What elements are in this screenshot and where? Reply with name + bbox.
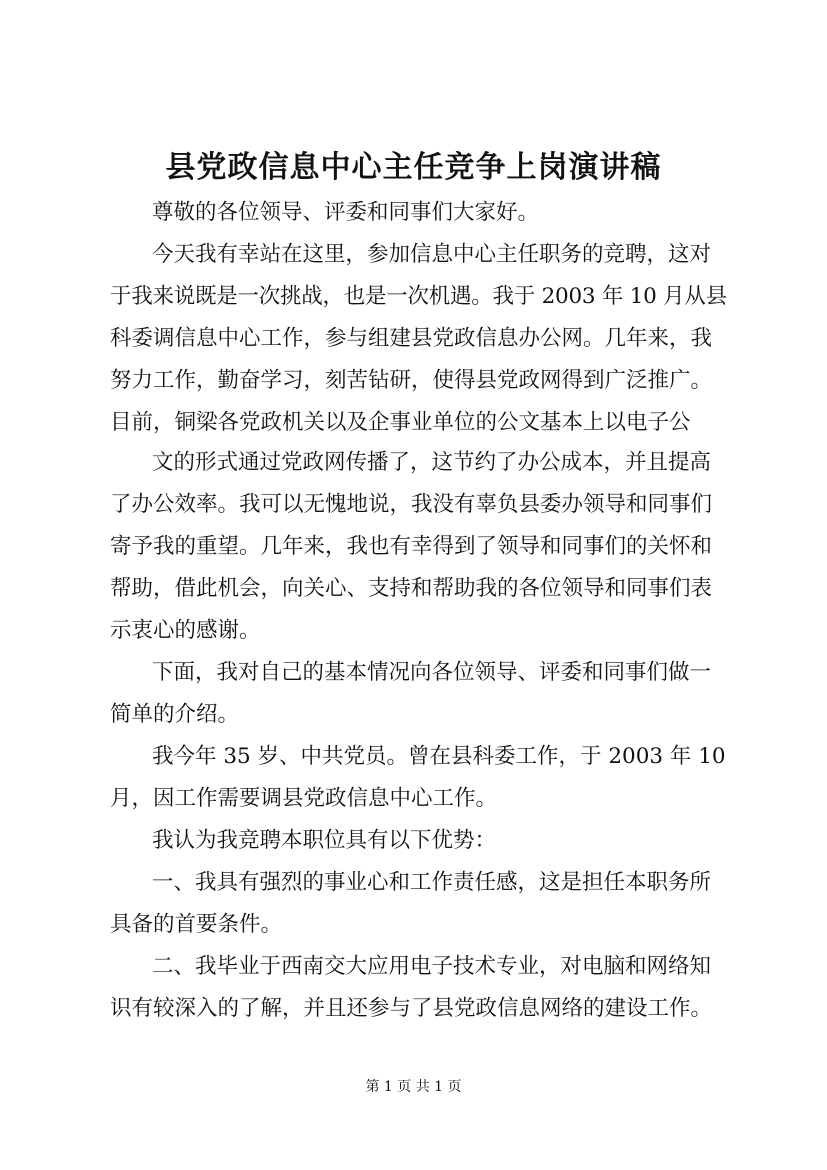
body-line: 尊敬的各位领导、评委和同事们大家好。 (152, 200, 540, 225)
document-title: 县党政信息中心主任竞争上岗演讲稿 (165, 150, 662, 185)
body-line: 寄予我的重望。几年来，我也有幸得到了领导和同事们的关怀和 (110, 534, 713, 559)
body-line: 一、我具有强烈的事业心和工作责任感，这是担任本职务所 (152, 870, 712, 895)
body-line: 于我来说既是一次挑战，也是一次机遇。我于 2003 年 10 月从县 (110, 284, 727, 309)
body-line: 了办公效率。我可以无愧地说，我没有辜负县委办领导和同事们 (110, 492, 713, 517)
body-line: 科委调信息中心工作，参与组建县党政信息办公网。几年来，我 (110, 326, 713, 351)
body-line: 文的形式通过党政网传播了，这节约了办公成本，并且提高 (152, 450, 712, 475)
body-line: 目前，铜梁各党政机关以及企事业单位的公文基本上以电子公 (110, 410, 691, 435)
body-line: 月，因工作需要调县党政信息中心工作。 (110, 786, 498, 811)
body-line: 我今年 35 岁、中共党员。曾在县科委工作，于 2003 年 10 (152, 744, 726, 769)
body-line: 二、我毕业于西南交大应用电子技术专业，对电脑和网络知 (152, 954, 712, 979)
body-line: 简单的介绍。 (110, 702, 240, 727)
body-line: 今天我有幸站在这里，参加信息中心主任职务的竞聘，这对 (152, 242, 712, 267)
page-number: 第 1 页 共 1 页 (365, 1079, 462, 1095)
body-line: 下面，我对自己的基本情况向各位领导、评委和同事们做一 (152, 660, 712, 685)
body-line: 示衷心的感谢。 (110, 618, 261, 643)
body-line: 努力工作，勤奋学习，刻苦钻研，使得县党政网得到广泛推广。 (110, 368, 713, 393)
body-line: 帮助，借此机会，向关心、支持和帮助我的各位领导和同事们表 (110, 576, 713, 601)
body-line: 具备的首要条件。 (110, 912, 283, 937)
body-line: 我认为我竞聘本职位具有以下优势： (152, 828, 497, 853)
body-line: 识有较深入的了解，并且还参与了县党政信息网络的建设工作。 (110, 996, 713, 1021)
